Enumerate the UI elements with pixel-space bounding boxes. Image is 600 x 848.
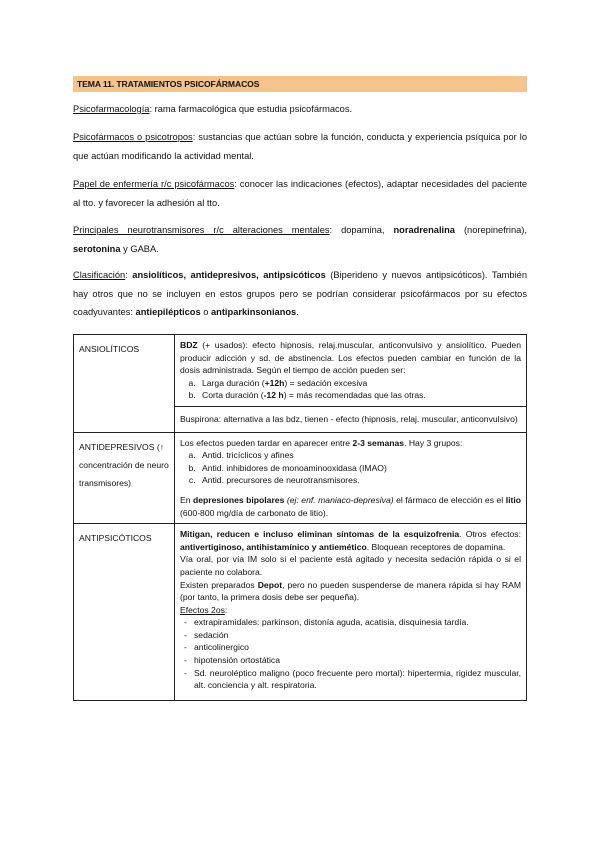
bold-text: Mitigan, reducen e incluso eliminan síntomas de la esquizofrenia (180, 529, 460, 540)
via-text: Vía oral, por vía IM solo si el paciente está agitado y necesita sedación rápida o si el paciente no colabora. (180, 554, 521, 577)
intro-text (180, 437, 521, 450)
table-row-ansioliticos (74, 335, 527, 407)
table-row-antipsicoticos (74, 524, 527, 701)
bold-text: 2-3 semanas (352, 437, 405, 448)
row-label: ANTIDEPRESIVOS (↑ concentración de neurotransmisores) (74, 432, 175, 524)
groups-list (180, 449, 521, 487)
bold-text: antivertiginoso, antihistamínico y antiemético (180, 541, 367, 552)
bold-text: depresiones bipolares (193, 494, 285, 505)
term: Psicofármacos o psicotropos (73, 132, 193, 142)
definition-papel-enfermeria (73, 175, 527, 212)
efectos-title (180, 604, 521, 617)
list-item (198, 377, 521, 390)
list-item: - sedación (194, 629, 521, 642)
definition-psicofarmacos (73, 128, 527, 165)
text: Los efectos pueden tardar en aparecer entre (180, 437, 353, 448)
list-item: - extrapiramidales: parkinson, distonía aguda, acatisia, disquinesia tardía. (194, 616, 521, 629)
list-item: a. Antid. tricíclicos y afines (198, 449, 521, 462)
bdz-cell (175, 335, 527, 407)
text: . Bloquean receptores de dopamina. (366, 541, 506, 552)
text: : dopamina, (329, 225, 394, 235)
definition-text: : rama farmacológica que estudia psicofármacos. (149, 104, 353, 114)
text: (+ usados): efecto hipnosis, relaj.muscular, anticonvulsivo y ansiolítico. Pueden producir adicción y sd. de abstinencia. Los efectos pueden cambiar en función de la dosis administrada. Según el tiempo de acción pueden ser: (180, 340, 521, 376)
bold-text: -12 h (263, 390, 284, 401)
italic-text: (ej: enf. maniaco-depresiva) (284, 494, 394, 505)
bdz-text (180, 339, 521, 377)
row-label: ANTIPSICÓTICOS (74, 524, 175, 701)
bipolar-text (180, 494, 521, 519)
bold-text: litio (505, 494, 521, 505)
text: o (200, 307, 211, 317)
definition-text: : sustancias que actúan sobre la función, conducta y experiencia psíquica por lo que actúan modificando la actividad mental. (73, 132, 527, 161)
bold-text: antiparkinsonianos (210, 307, 297, 317)
effects-text (180, 528, 521, 553)
text: (Biperideno y nuevos antipsicóticos). También hay otros que no se incluyen en estos grupos pero se podrían considerar psicofármacos por su efectos coadyuvantes: (73, 270, 527, 317)
text: . (296, 307, 299, 317)
row-label: ANSIOLÍTICOS (74, 335, 175, 433)
antidepresivos-cell (175, 432, 527, 524)
term: Efectos 2os (180, 604, 225, 615)
list-item (198, 389, 521, 402)
text: , pero no pueden suspenderse de manera rápida si hay RAM (por tanto, la primera dosis debe ser pequeña). (180, 579, 522, 603)
text: ) = sedación excesiva (284, 377, 368, 388)
text: (norepinefrina), (454, 225, 527, 235)
list-item: - hipotensión ortostática (194, 654, 521, 667)
section-title: TEMA 11. TRATAMIENTOS PSICOFÁRMACOS (73, 76, 527, 92)
bold-text: +12h (264, 377, 285, 388)
antipsicoticos-cell (175, 524, 527, 701)
definition-clasificacion (73, 266, 527, 322)
text: En (180, 494, 194, 505)
bold-text: Depot (257, 579, 283, 590)
bold-text: noradrenalina (393, 225, 455, 235)
text: Larga duración ( (202, 377, 265, 388)
text: el fármaco de elección es el (393, 494, 506, 505)
text: : (224, 604, 228, 615)
list-item: c. Antid. precursores de neurotransmisores. (198, 474, 521, 487)
term: Clasificación (73, 270, 126, 280)
text: (600-800 mg/día de carbonato de litio). (180, 507, 329, 518)
text: Corta duración ( (202, 390, 264, 401)
text: ) = más recomendadas que las otras. (283, 390, 426, 401)
bold-text: antiepilépticos (135, 307, 201, 317)
side-effects-list (180, 616, 521, 692)
term: Papel de enfermería r/c psicofármacos (73, 179, 235, 189)
bold-text: ansiolíticos, antidepresivos, antipsicóticos (132, 270, 326, 280)
bold-text: BDZ (180, 340, 198, 350)
buspirona-cell: Buspirona: alternativa a las bdz, tienen - efecto (hipnosis, relaj. muscular, anticonvulsivo) (175, 406, 527, 432)
list-item: b. Antid. inhibidores de monoaminooxidasa (IMAO) (198, 462, 521, 475)
definition-text: : conocer las indicaciones (efectos), adaptar necesidades del paciente al tto. y favorecer la adhesión al tto. (73, 179, 527, 208)
text: : (125, 270, 133, 280)
duration-list (180, 377, 521, 402)
term: Psicofarmacología (73, 104, 150, 114)
text: . Hay 3 grupos: (404, 437, 463, 448)
list-item: - anticolinergico (194, 641, 521, 654)
bold-text: serotonina (73, 243, 121, 254)
depot-text (180, 579, 521, 604)
list-item: - Sd. neuroléptico maligno (poco frecuente pero mortal): hipertermia, rigidez muscular, alt. conciencia y alt. respiratoria. (194, 667, 521, 692)
text: . Otros efectos: (459, 529, 521, 540)
term: Principales neurotransmisores r/c alteraciones mentales (73, 225, 330, 235)
table-row-antidepresivos (74, 432, 527, 524)
definition-psicofarmacologia (73, 100, 527, 119)
definition-neurotransmisores (73, 221, 527, 258)
psicofarmacos-table (73, 334, 527, 701)
text: y GABA. (120, 243, 159, 254)
text: Existen preparados (180, 579, 258, 590)
